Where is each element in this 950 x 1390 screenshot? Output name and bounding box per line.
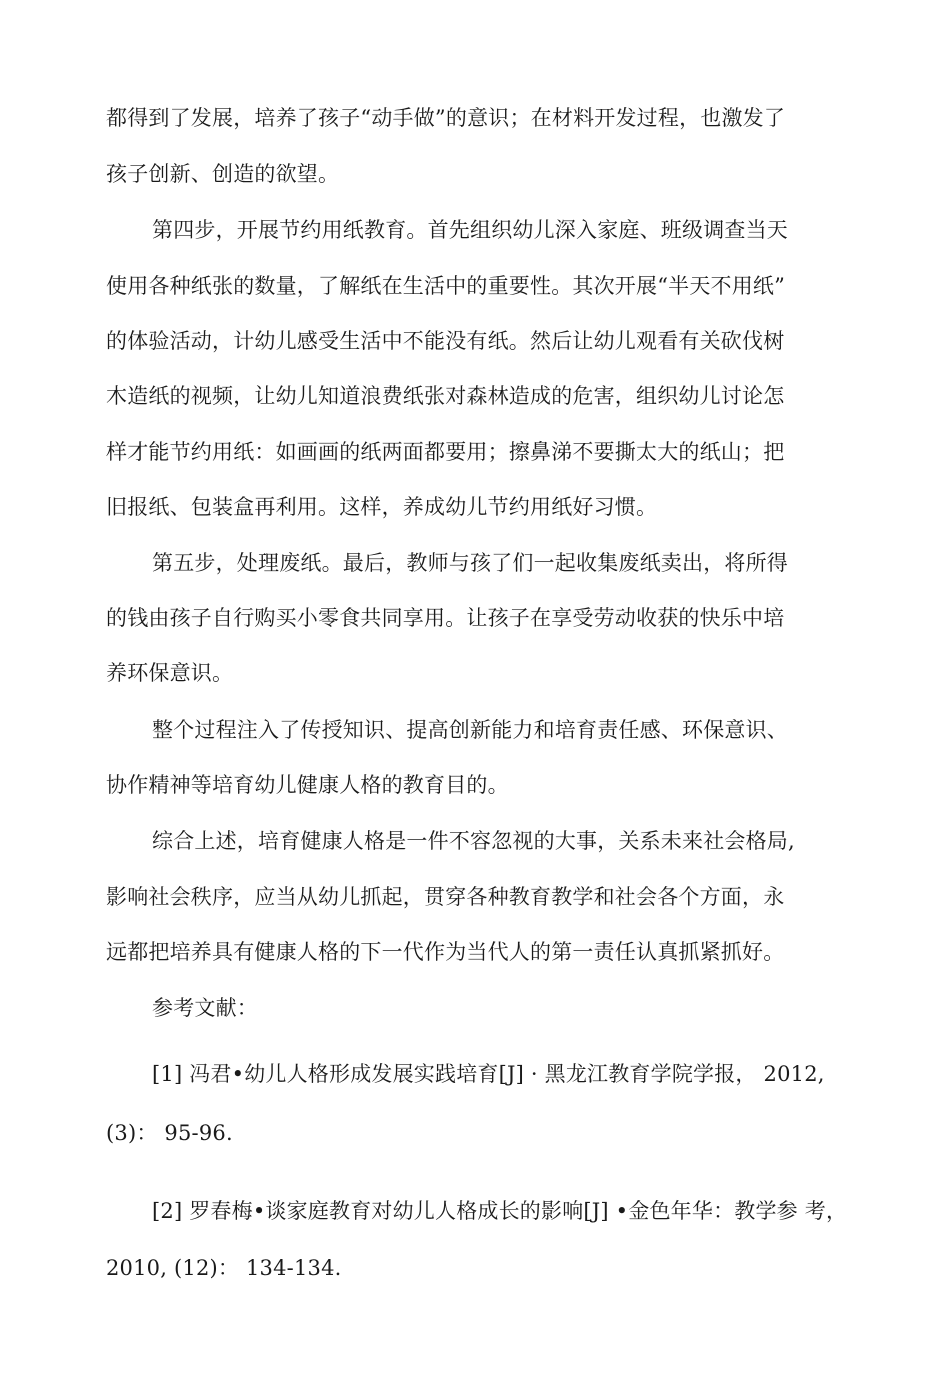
text-line: 远都把培养具有健康人格的下一代作为当代人的第一责任认真抓紧抓好。 [106,940,785,964]
text-line: 综合上述，培育健康人格是一件不容忽视的大事，关系未来社会格局, [152,829,795,853]
text-line: 整个过程注入了传授知识、提高创新能力和培育责任感、环保意识、 [152,718,788,742]
text-line: 旧报纸、包装盒再利用。这样，养成幼儿节约用纸好习惯。 [106,495,658,519]
text-line: 的钱由孩子自行购买小零食共同享用。让孩子在享受劳动收获的快乐中培 [106,606,785,630]
reference-line: [1] 冯君•幼儿人格形成发展实践培育[J] · 黑龙江教育学院学报， 2012, [152,1062,825,1086]
reference-line: 2010, (12)： 134-134. [106,1256,342,1280]
text-line: 第五步，处理废纸。最后，教师与孩了们一起收集废纸卖出，将所得 [152,551,788,575]
text-line: 养环保意识。 [106,661,234,685]
reference-line: (3)： 95-96. [106,1121,233,1145]
text-line: 孩子创新、创造的欲望。 [106,162,340,186]
text-line: 的体验活动，计幼儿感受生活中不能没有纸。然后让幼儿观看有关砍伐树 [106,329,785,353]
text-line: 木造纸的视频，让幼儿知道浪费纸张对森林造成的危害，组织幼儿讨论怎 [106,384,785,408]
text-line: 都得到了发展，培养了孩子“动手做”的意识；在材料开发过程，也激发了 [106,106,786,130]
text-line: 样才能节约用纸：如画画的纸两面都要用；擦鼻涕不要撕太大的纸山；把 [106,440,785,464]
text-line: 第四步，开展节约用纸教育。首先组织幼儿深入家庭、班级调查当天 [152,218,788,242]
text-line: 使用各种纸张的数量，了解纸在生活中的重要性。其次开展“半天不用纸” [106,274,786,298]
text-line: 协作精神等培育幼儿健康人格的教育目的。 [106,773,509,797]
reference-line: [2] 罗春梅•谈家庭教育对幼儿人格成长的影响[J] •金色年华：教学参 考， [152,1199,848,1223]
text-line: 影响社会秩序，应当从幼儿抓起，贯穿各种教育教学和社会各个方面，永 [106,885,785,909]
references-heading: 参考文献： [152,996,258,1020]
